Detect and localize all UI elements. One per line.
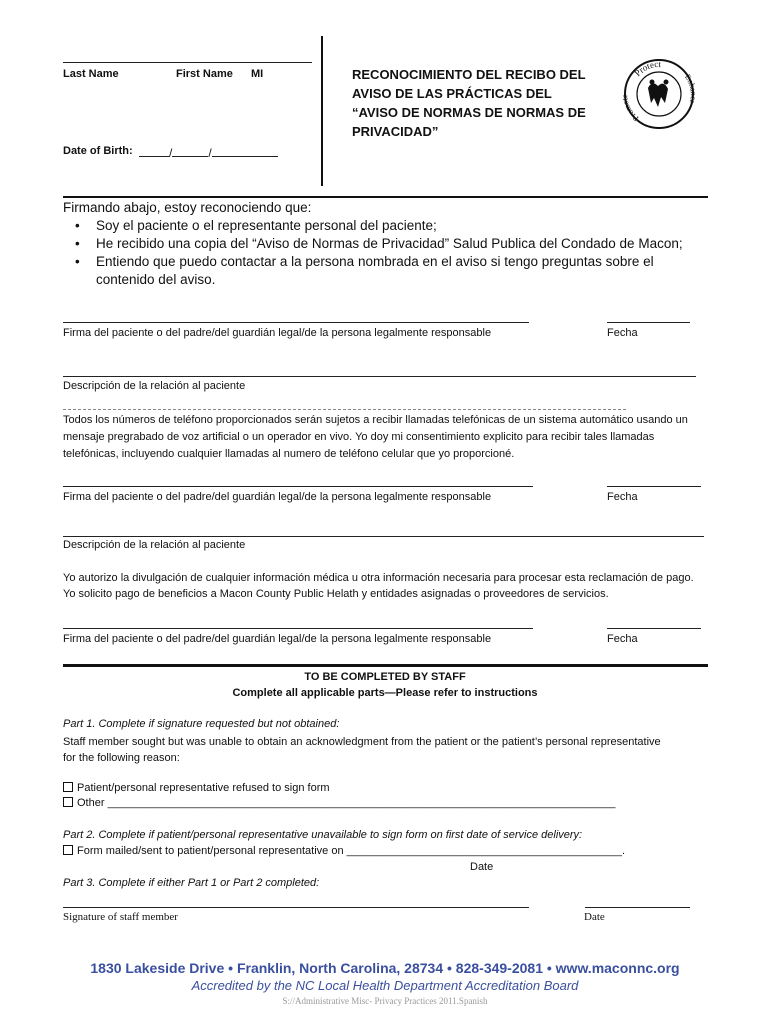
staff-date-line[interactable] xyxy=(585,907,690,908)
staff-section-rule xyxy=(63,664,708,667)
refused-label: Patient/personal representative refused to sign form xyxy=(77,782,330,794)
mailed-label: Form mailed/sent to patient/personal representative on _____________________________________________. xyxy=(77,845,625,857)
part3-title: Part 3. Complete if either Part 1 or Part 2 completed: xyxy=(63,877,320,889)
patient-signature-line-3[interactable] xyxy=(63,628,533,629)
staff-heading: TO BE COMPLETED BY STAFF xyxy=(304,671,466,683)
part1-title: Part 1. Complete if signature requested but not obtained: xyxy=(63,718,340,730)
mi-label: MI xyxy=(251,68,264,80)
logo-text-left: Prom xyxy=(622,103,641,124)
first-name-label: First Name xyxy=(176,68,233,80)
footer-address: 1830 Lakeside Drive • Franklin, North Carolina, 28734 • 828-349-2081 • www.maconnc.org xyxy=(90,960,680,976)
separator xyxy=(63,409,626,410)
staff-signature-line[interactable] xyxy=(63,907,529,908)
header-divider xyxy=(321,36,323,186)
ack-intro: Firmando abajo, estoy reconociendo que: xyxy=(63,200,312,215)
relationship-label-1: Descripción de la relación al paciente xyxy=(63,380,246,392)
date-line-1[interactable] xyxy=(607,322,690,323)
mailed-checkbox[interactable] xyxy=(63,845,73,855)
relationship-label-2: Descripción de la relación al paciente xyxy=(63,539,246,551)
date-line-2[interactable] xyxy=(607,486,701,487)
part2-date-label: Date xyxy=(470,861,494,873)
dob-label: Date of Birth: xyxy=(63,145,133,157)
dob-field[interactable]: / / xyxy=(139,144,278,160)
footer-accreditation: Accredited by the NC Local Health Department Accreditation Board xyxy=(191,978,579,993)
release-authorization-text: Yo autorizo la divulgación de cualquier información médica u otra información necesaria para procesar esta reclamación de pago. Yo solicito pago de beneficios a Macon County Public Helath y entidades asignadas o proveedores de servicios. xyxy=(63,572,694,600)
date-label-3: Fecha xyxy=(607,633,638,645)
relationship-line-2[interactable] xyxy=(63,536,704,537)
signature-label-1: Firma del paciente o del padre/del guardián legal/de la persona legalmente responsable xyxy=(63,327,492,339)
date-line-3[interactable] xyxy=(607,628,701,629)
part1-body: Staff member sought but was unable to obtain an acknowledgment from the patient or the patient’s personal representative for the following reason: xyxy=(63,736,661,764)
patient-signature-line-2[interactable] xyxy=(63,486,533,487)
other-option[interactable] xyxy=(63,797,615,809)
signature-label-2: Firma del paciente o del padre/del guardián legal/de la persona legalmente responsable xyxy=(63,491,492,503)
logo-text-right: En xyxy=(682,72,696,86)
logo-text-top: Protect xyxy=(632,58,662,79)
phone-consent-text: Todos los números de teléfono proporcionados serán sujetos a recibir llamadas telefónicas de un sistema automático usando un mensaje pregrabado de voz artificial o un operador en vivo. Yo doy mi consentimiento explicito para recibir tales llamadas telefónicas, incluyendo cualquier llamadas al numero de teléfono celular que yo proporcioné. xyxy=(63,414,688,460)
mailed-option[interactable] xyxy=(63,845,625,857)
other-checkbox[interactable] xyxy=(63,797,73,807)
patient-signature-line-1[interactable] xyxy=(63,322,529,323)
date-label-1: Fecha xyxy=(607,327,638,339)
staff-signature-label: Signature of staff member xyxy=(63,911,178,923)
relationship-line-1[interactable] xyxy=(63,376,696,377)
document-title: RECONOCIMIENTO DEL RECIBO DEL AVISO DE LAS PRÁCTICAS DEL “AVISO DE NORMAS DE NORMAS DE PRIVACIDAD” xyxy=(352,67,586,139)
signature-label-3: Firma del paciente o del padre/del guardián legal/de la persona legalmente responsable xyxy=(63,633,492,645)
refused-option[interactable] xyxy=(63,782,330,794)
refused-checkbox[interactable] xyxy=(63,782,73,792)
other-label: Other ___________________________________________________________________________________ xyxy=(77,797,616,809)
staff-subheading: Complete all applicable parts—Please refer to instructions xyxy=(232,687,538,699)
ack-bullet: • Soy el paciente o el representante personal del paciente; xyxy=(63,217,713,235)
last-name-label: Last Name xyxy=(63,68,119,80)
name-line[interactable] xyxy=(63,62,312,63)
staff-date-label: Date xyxy=(584,911,605,923)
date-label-2: Fecha xyxy=(607,491,638,503)
protect-promote-enhance-logo xyxy=(622,48,696,140)
part2-title: Part 2. Complete if patient/personal representative unavailable to sign form on first date of service delivery: xyxy=(63,829,583,841)
svg-text:Enhance xyxy=(683,73,696,105)
footer-file-path: S://Administrative Misc- Privacy Practices 2011.Spanish xyxy=(282,996,488,1006)
ack-section xyxy=(63,199,713,289)
ack-bullet: • Entiendo que puedo contactar a la persona nombrada en el aviso si tengo preguntas sobre el contenido del aviso. xyxy=(63,253,713,289)
header-rule xyxy=(63,196,708,198)
ack-bullet: • He recibido una copia del “Aviso de Normas de Privacidad” Salud Publica del Condado de Macon; xyxy=(63,235,713,253)
